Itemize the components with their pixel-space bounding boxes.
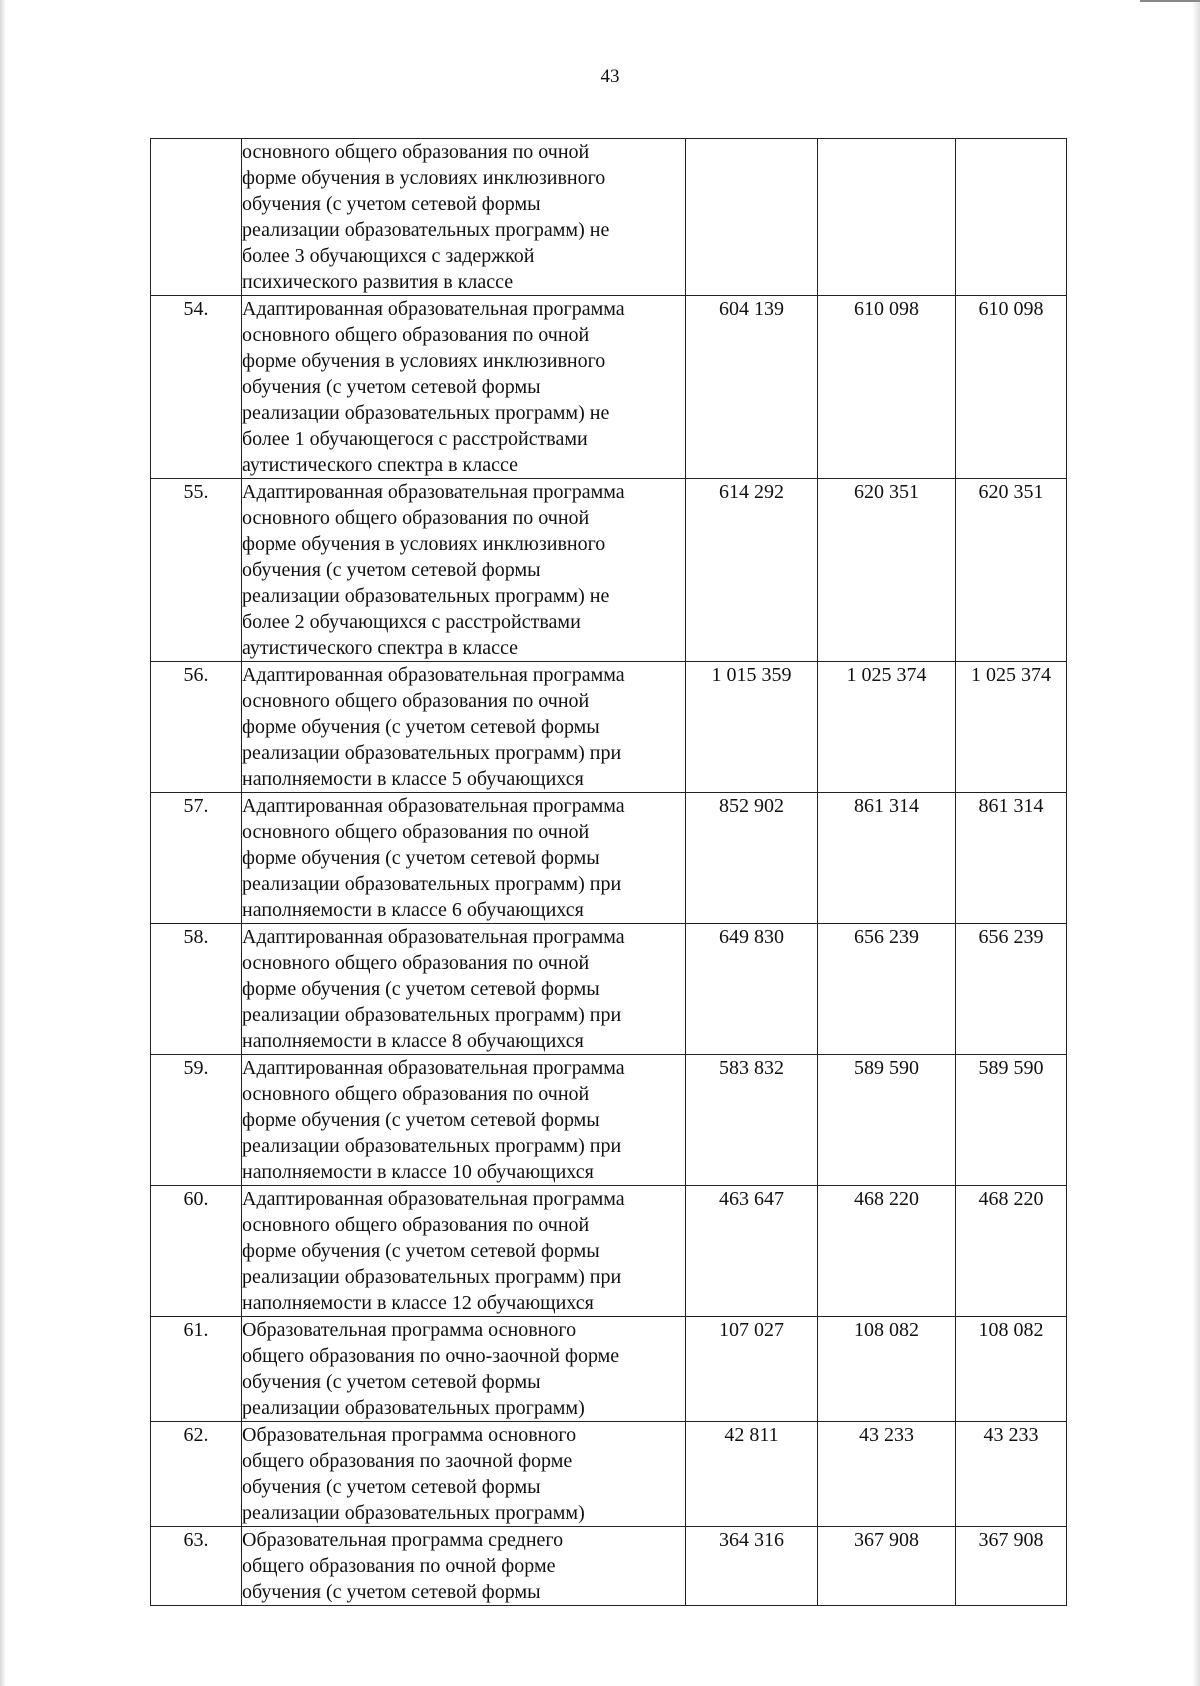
table-row <box>151 1055 1067 1186</box>
row-number <box>151 139 242 296</box>
cost-value-year-2: 620 351 <box>818 479 956 662</box>
description-line: реализации образовательных программ) не <box>242 585 610 607</box>
description-line: Адаптированная образовательная программа <box>242 1057 625 1079</box>
description-line: форме обучения в условиях инклюзивного <box>242 533 606 555</box>
description-line: психического развития в классе <box>242 271 514 293</box>
cost-value-year-2: 108 082 <box>818 1317 956 1422</box>
row-number: 56. <box>151 662 242 793</box>
description-line: основного общего образования по очной <box>242 690 590 712</box>
cost-value-year-2: 468 220 <box>818 1186 956 1317</box>
description-line: обучения (с учетом сетевой формы <box>242 1476 541 1498</box>
description-line: более 3 обучающихся с задержкой <box>242 245 535 267</box>
cost-value-year-1: 852 902 <box>686 793 818 924</box>
row-number: 54. <box>151 296 242 479</box>
program-description <box>242 1055 686 1186</box>
cost-value-year-1: 364 316 <box>686 1527 818 1606</box>
description-line: обучения (с учетом сетевой формы <box>242 559 541 581</box>
description-line: основного общего образования по очной <box>242 821 590 843</box>
description-line: Адаптированная образовательная программа <box>242 795 625 817</box>
description-line: общего образования по заочной форме <box>242 1450 573 1472</box>
table-row <box>151 479 1067 662</box>
cost-value-year-2: 367 908 <box>818 1527 956 1606</box>
row-number: 63. <box>151 1527 242 1606</box>
cost-value-year-2: 656 239 <box>818 924 956 1055</box>
cost-value-year-2 <box>818 139 956 296</box>
description-line: аутистического спектра в классе <box>242 454 519 476</box>
row-number: 59. <box>151 1055 242 1186</box>
description-line: реализации образовательных программ) при <box>242 1004 622 1026</box>
program-description <box>242 1317 686 1422</box>
program-description <box>242 1527 686 1606</box>
description-line: основного общего образования по очной <box>242 1214 590 1236</box>
cost-value-year-1: 1 015 359 <box>686 662 818 793</box>
program-description <box>242 662 686 793</box>
cost-value-year-2: 1 025 374 <box>818 662 956 793</box>
description-line: более 2 обучающихся с расстройствами <box>242 611 581 633</box>
cost-value-year-1: 463 647 <box>686 1186 818 1317</box>
description-line: реализации образовательных программ) при <box>242 1135 622 1157</box>
cost-value-year-1: 614 292 <box>686 479 818 662</box>
cost-value-year-3: 367 908 <box>956 1527 1067 1606</box>
cost-value-year-3: 108 082 <box>956 1317 1067 1422</box>
program-description <box>242 479 686 662</box>
description-line: форме обучения (с учетом сетевой формы <box>242 716 600 738</box>
description-line: форме обучения (с учетом сетевой формы <box>242 1240 600 1262</box>
table-row <box>151 1186 1067 1317</box>
description-line: основного общего образования по очной <box>242 507 590 529</box>
cost-value-year-1: 583 832 <box>686 1055 818 1186</box>
description-line: наполняемости в классе 5 обучающихся <box>242 768 584 790</box>
table-row <box>151 1422 1067 1527</box>
description-line: Адаптированная образовательная программа <box>242 298 625 320</box>
description-line: Образовательная программа основного <box>242 1424 577 1446</box>
scan-edge-right <box>1192 0 1200 1686</box>
description-line: форме обучения в условиях инклюзивного <box>242 350 606 372</box>
scan-edge-left <box>0 0 6 1686</box>
table-row <box>151 793 1067 924</box>
description-line: наполняемости в классе 12 обучающихся <box>242 1292 594 1314</box>
cost-value-year-3: 589 590 <box>956 1055 1067 1186</box>
cost-value-year-2: 589 590 <box>818 1055 956 1186</box>
cost-value-year-3 <box>956 139 1067 296</box>
description-line: форме обучения (с учетом сетевой формы <box>242 847 600 869</box>
cost-value-year-3: 1 025 374 <box>956 662 1067 793</box>
table-row <box>151 662 1067 793</box>
description-line: основного общего образования по очной <box>242 952 590 974</box>
cost-value-year-2: 610 098 <box>818 296 956 479</box>
description-line: наполняемости в классе 10 обучающихся <box>242 1161 594 1183</box>
description-line: Образовательная программа среднего <box>242 1529 564 1551</box>
description-line: основного общего образования по очной <box>242 141 590 163</box>
program-description <box>242 1422 686 1527</box>
description-line: Адаптированная образовательная программа <box>242 1188 625 1210</box>
description-line: форме обучения (с учетом сетевой формы <box>242 1109 600 1131</box>
description-line: реализации образовательных программ) при <box>242 1266 622 1288</box>
program-description <box>242 1186 686 1317</box>
table-row <box>151 139 1067 296</box>
cost-value-year-1: 42 811 <box>686 1422 818 1527</box>
cost-value-year-2: 43 233 <box>818 1422 956 1527</box>
description-line: обучения (с учетом сетевой формы <box>242 376 541 398</box>
cost-value-year-3: 610 098 <box>956 296 1067 479</box>
page-number: 43 <box>600 66 620 87</box>
description-line: общего образования по очной форме <box>242 1555 556 1577</box>
table-row <box>151 1317 1067 1422</box>
table-row <box>151 1527 1067 1606</box>
cost-value-year-3: 43 233 <box>956 1422 1067 1527</box>
program-description <box>242 139 686 296</box>
description-line: реализации образовательных программ) <box>242 1502 585 1524</box>
description-line: реализации образовательных программ) <box>242 1397 585 1419</box>
description-line: реализации образовательных программ) при <box>242 873 622 895</box>
description-line: Образовательная программа основного <box>242 1319 577 1341</box>
row-number: 55. <box>151 479 242 662</box>
cost-value-year-1: 604 139 <box>686 296 818 479</box>
description-line: реализации образовательных программ) при <box>242 742 622 764</box>
description-line: наполняемости в классе 8 обучающихся <box>242 1030 584 1052</box>
description-line: обучения (с учетом сетевой формы <box>242 1581 541 1603</box>
description-line: основного общего образования по очной <box>242 1083 590 1105</box>
cost-value-year-1: 107 027 <box>686 1317 818 1422</box>
description-line: более 1 обучающегося с расстройствами <box>242 428 588 450</box>
description-line: реализации образовательных программ) не <box>242 402 610 424</box>
description-line: Адаптированная образовательная программа <box>242 664 625 686</box>
row-number: 58. <box>151 924 242 1055</box>
description-line: Адаптированная образовательная программа <box>242 481 625 503</box>
cost-value-year-3: 656 239 <box>956 924 1067 1055</box>
cost-value-year-3: 468 220 <box>956 1186 1067 1317</box>
table-row <box>151 296 1067 479</box>
cost-value-year-1 <box>686 139 818 296</box>
scan-line-top <box>1140 0 1200 2</box>
description-line: аутистического спектра в классе <box>242 637 519 659</box>
description-line: наполняемости в классе 6 обучающихся <box>242 899 584 921</box>
row-number: 61. <box>151 1317 242 1422</box>
cost-value-year-3: 861 314 <box>956 793 1067 924</box>
description-line: обучения (с учетом сетевой формы <box>242 1371 541 1393</box>
table-body <box>151 139 1067 1606</box>
tariff-table <box>150 138 1067 1606</box>
table-row <box>151 924 1067 1055</box>
description-line: Адаптированная образовательная программа <box>242 926 625 948</box>
cost-value-year-1: 649 830 <box>686 924 818 1055</box>
cost-value-year-2: 861 314 <box>818 793 956 924</box>
row-number: 62. <box>151 1422 242 1527</box>
description-line: обучения (с учетом сетевой формы <box>242 193 541 215</box>
description-line: реализации образовательных программ) не <box>242 219 610 241</box>
description-line: основного общего образования по очной <box>242 324 590 346</box>
row-number: 57. <box>151 793 242 924</box>
description-line: общего образования по очно-заочной форме <box>242 1345 620 1367</box>
cost-value-year-3: 620 351 <box>956 479 1067 662</box>
program-description <box>242 924 686 1055</box>
row-number: 60. <box>151 1186 242 1317</box>
description-line: форме обучения в условиях инклюзивного <box>242 167 606 189</box>
program-description <box>242 296 686 479</box>
description-line: форме обучения (с учетом сетевой формы <box>242 978 600 1000</box>
program-description <box>242 793 686 924</box>
